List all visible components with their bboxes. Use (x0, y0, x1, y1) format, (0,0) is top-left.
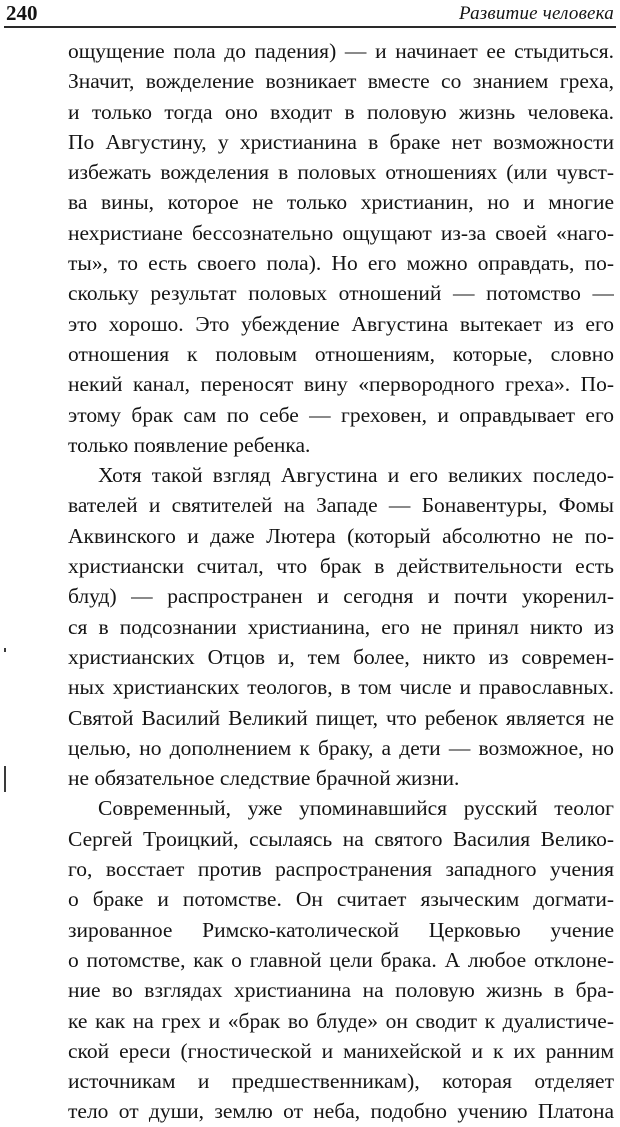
text-line: христианских Отцов и, тем более, никто из современ- (68, 644, 614, 669)
paragraph-first-line: Современный, уже упоминавшийся русский теолог (98, 796, 614, 821)
text-line: зированное Римско-католической Церковью учение (68, 917, 614, 942)
page-number: 240 (6, 1, 38, 25)
text-line: о потомстве, как о главной цели брака. А любое отклоне- (68, 947, 614, 972)
text-line: нехристиане бессознательно ощущают из-за своей «наго- (68, 220, 614, 245)
paragraph-end-line: не обязательное следствие брачной жизни. (68, 766, 460, 791)
text-line: и только тогда оно входит в половую жизнь человека. (68, 99, 614, 124)
text-line: некий канал, переносят вину «первородного греха». По- (68, 372, 614, 397)
text-line: ся в подсознании христианина, его не принял никто из (68, 614, 614, 639)
header-rule (4, 26, 616, 28)
text-line: избежать вожделения в половых отношениях (или чувст- (68, 160, 614, 185)
body-text (68, 36, 614, 1127)
text-line: вателей и святителей на Западе — Бонавентуры, Фомы (68, 493, 614, 518)
text-line: источникам и предшественникам), которая отделяет (68, 1069, 614, 1094)
text-line: По Августину, у христианина в браке нет возможности (68, 129, 614, 154)
text-line: ние во взглядах христианина на половую жизнь в бра- (68, 978, 614, 1003)
text-line: ных христианских теологов, в том числе и православных. (68, 675, 614, 700)
margin-scan-mark (4, 648, 6, 652)
text-line: Сергей Троицкий, ссылаясь на святого Василия Велико- (68, 826, 614, 851)
text-line: целью, но дополнением к браку, а дети — возможное, но (68, 735, 614, 760)
text-line: ощущение пола до падения) — и начинает ее стыдиться. (68, 39, 614, 63)
text-line: ва вины, которое не только христианин, но и многие (68, 190, 614, 215)
text-line: о браке и потомстве. Он считает языческим догмати- (68, 887, 614, 912)
text-line: это хорошо. Это убеждение Августина вытекает из его (68, 311, 614, 336)
text-line: ке как на грех и «брак во блуде» он сводит к дуалистиче- (68, 1008, 614, 1033)
text-line: Святой Василий Великий пищет, что ребенок является не (68, 705, 614, 730)
text-line: Аквинского и даже Лютера (который абсолютно не по- (68, 523, 614, 548)
text-line: блуд) — распространен и сегодня и почти укоренил- (68, 584, 614, 609)
text-line: христиански считал, что брак в действительности есть (68, 554, 614, 579)
text-line: Значит, вожделение возникает вместе со знанием греха, (68, 69, 614, 94)
page-header (0, 0, 620, 30)
paragraph-first-line: Хотя такой взгляд Августина и его великих последо- (98, 463, 614, 488)
text-line: ты», то есть своего пола). Но его можно оправдать, по- (68, 251, 614, 276)
running-title: Развитие человека (459, 3, 614, 24)
text-line: скольку результат половых отношений — потомство — (68, 281, 614, 306)
text-line: этому брак сам по себе — греховен, и оправдывает его (68, 402, 614, 427)
text-line: ской ереси (гностической и манихейской и к их ранним (68, 1038, 614, 1063)
margin-scan-mark (4, 766, 6, 792)
text-line: тело от души, землю от неба, подобно учению Платона (68, 1099, 614, 1124)
text-line: го, восстает против распространения западного учения (68, 857, 614, 882)
text-line: отношения к половым отношениям, которые, словно (68, 341, 614, 366)
paragraph-end-line: только появление ребенка. (68, 432, 311, 457)
